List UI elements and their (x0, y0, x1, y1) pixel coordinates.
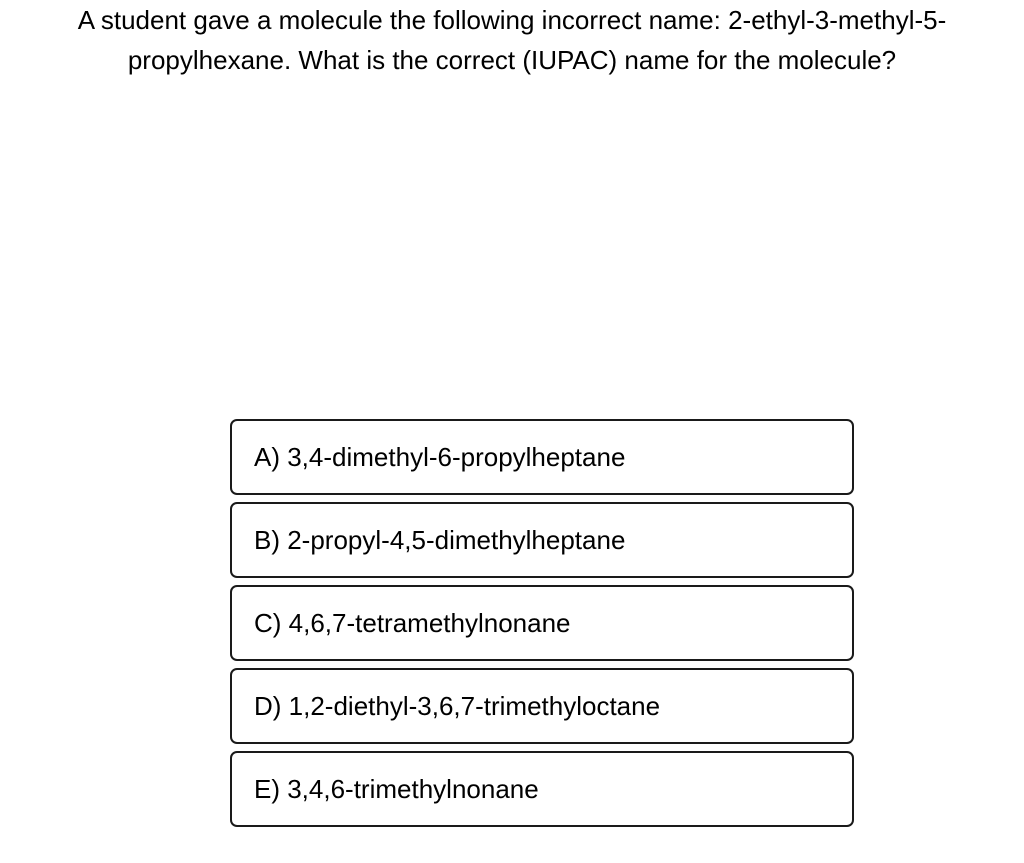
option-d-button[interactable] (230, 668, 854, 744)
question-line-2: propylhexane. What is the correct (IUPAC) name for the molecule? (127, 45, 897, 75)
option-b-button[interactable] (230, 502, 854, 578)
option-c-label: C) 4,6,7-tetramethylnonane (254, 607, 571, 638)
option-a-label: A) 3,4-dimethyl-6-propylheptane (254, 441, 626, 472)
answer-options (230, 419, 854, 834)
option-d-label: D) 1,2-diethyl-3,6,7-trimethyloctane (254, 690, 661, 721)
option-e-label: E) 3,4,6-trimethylnonane (254, 773, 539, 804)
option-c-button[interactable] (230, 585, 854, 661)
option-a-button[interactable] (230, 419, 854, 495)
option-b-label: B) 2-propyl-4,5-dimethylheptane (254, 524, 626, 555)
question-text (0, 0, 1024, 80)
option-e-button[interactable] (230, 751, 854, 827)
question-line-1: A student gave a molecule the following incorrect name: 2-ethyl-3-methyl-5- (77, 5, 947, 35)
